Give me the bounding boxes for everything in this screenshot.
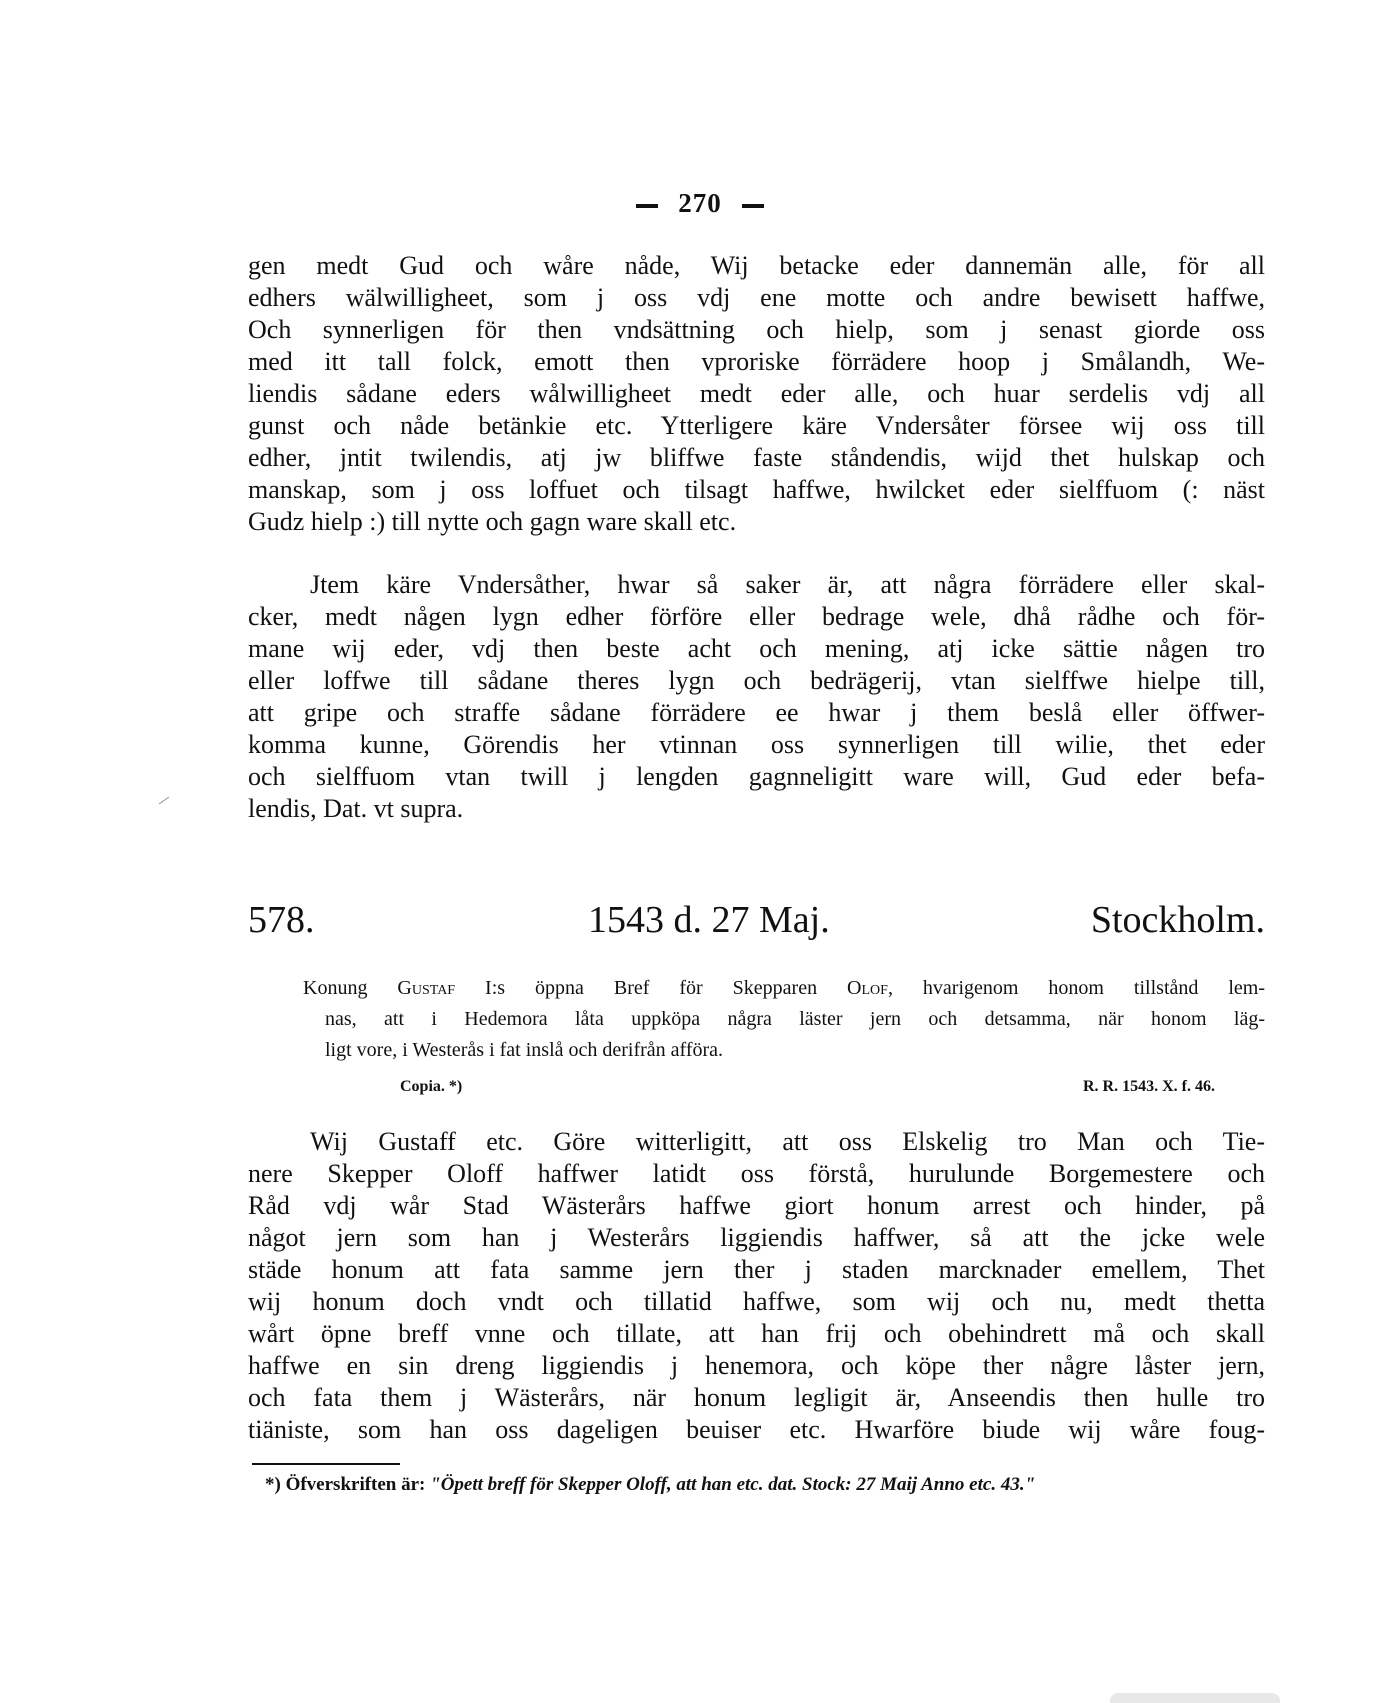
summary-text: Konung <box>303 977 398 999</box>
text-line: Wij Gustaff etc. Göre witterligitt, att oss Elskelig tro Man och Tie- <box>310 1127 1265 1156</box>
summary-line: nas, att i Hedemora låta uppköpa några läster jern och detsamma, när honom läg- <box>325 1008 1265 1030</box>
text-line: wårt öpne breff vnne och tillate, att han frij och obehindrett må och skall <box>248 1319 1265 1348</box>
text-line: med itt tall folck, emott then vproriske förrädere hoop j Smålandh, We- <box>248 347 1265 376</box>
summary-line <box>303 973 1265 1004</box>
stray-pen-mark <box>159 797 169 805</box>
text-line: Råd vdj wår Stad Wästerårs haffwe giort honum arrest och hinder, på <box>248 1191 1265 1220</box>
text-line: edher, jntit twilendis, atj jw bliffwe faste ståndendis, wijd thet hulskap och <box>248 443 1265 472</box>
text-line: Jtem käre Vndersåther, hwar så saker är, att några förrädere eller skal- <box>310 570 1265 599</box>
paragraph-3 <box>248 1126 1265 1446</box>
text-line: och fata them j Wästerårs, när honum legligit är, Anseendis then hulle tro <box>248 1383 1265 1412</box>
text-line: cker, medt någen lygn edher förföre eller bedrage wele, dhå rådhe och för- <box>248 602 1265 631</box>
text-line: Och synnerligen för then vndsättning och hielp, som j senast giorde oss <box>248 315 1265 344</box>
source-copia: Copia. *) <box>400 1078 463 1095</box>
text-line: och sielffuom vtan twill j lengden gagnneligitt ware will, Gud eder befa- <box>248 762 1265 791</box>
document-header <box>248 898 1265 944</box>
document-number: 578. <box>248 899 315 941</box>
text-line: gen medt Gud och wåre nåde, Wij betacke eder dannemän alle, för all <box>248 251 1265 280</box>
page-number-dash-left <box>636 204 658 208</box>
document-date: 1543 d. 27 Maj. <box>588 899 830 941</box>
page-edge-smudge <box>1110 1693 1280 1703</box>
page-number-dash-right <box>742 204 764 208</box>
footnote-quote: "Öpett breff för Skepper Oloff, att han etc. dat. Stock: 27 Maij Anno etc. 43." <box>430 1474 1036 1495</box>
text-line: mane wij eder, vdj then beste acht och mening, atj icke sättie någen tro <box>248 634 1265 663</box>
text-line: eller loffwe till sådane theres lygn och bedrägerij, vtan sielffwe hielpe till, <box>248 666 1265 695</box>
summary-text: I:s öppna Bref för Skepparen <box>455 977 848 999</box>
text-line: manskap, som j oss loffuet och tilsagt haffwe, hwilcket eder sielffuom (: näst <box>248 475 1265 504</box>
document-place: Stockholm. <box>1090 899 1265 941</box>
text-line: Gudz hielp :) till nytte och gagn ware skall etc. <box>248 507 737 536</box>
document-summary <box>305 973 1265 1066</box>
source-references <box>400 1078 1215 1102</box>
page-number <box>0 188 1400 219</box>
summary-text: , hvarigenom honom tillstånd lem- <box>887 977 1265 999</box>
summary-name: Gustaf <box>397 977 456 999</box>
page-number-text: 270 <box>678 188 722 218</box>
text-line: lendis, Dat. vt supra. <box>248 794 464 823</box>
text-line: liendis sådane eders wålwilligheet medt eder alle, och huar serdelis vdj all <box>248 379 1265 408</box>
text-line: att gripe och straffe sådane förrädere ee hwar j them beslå eller öffwer- <box>248 698 1265 727</box>
text-line: något jern som han j Westerårs liggiendis haffwer, så att the jcke wele <box>248 1223 1265 1252</box>
summary-name: Olof <box>847 977 888 999</box>
text-line: komma kunne, Görendis her vtinnan oss synnerligen till wilie, thet eder <box>248 730 1265 759</box>
text-line: edhers wälwilligheet, som j oss vdj ene motte och andre bewisett haffwe, <box>248 283 1265 312</box>
text-line: gunst och nåde betänkie etc. Ytterligere käre Vndersåter försee wij oss till <box>248 411 1265 440</box>
summary-line: ligt vore, i Westerås i fat inslå och derifrån afföra. <box>325 1039 724 1061</box>
text-line: wij honum doch vndt och tillatid haffwe, som wij och nu, medt thetta <box>248 1287 1265 1316</box>
text-line: tiäniste, som han oss dageligen beuiser etc. Hwarföre biude wij wåre foug- <box>248 1415 1265 1444</box>
paragraph-2 <box>248 569 1265 825</box>
footnote <box>265 1474 1265 1496</box>
text-line: städe honum att fata samme jern ther j staden marcknader emellem, Thet <box>248 1255 1265 1284</box>
paragraph-1 <box>248 250 1265 538</box>
footnote-rule <box>252 1463 400 1465</box>
footnote-label: *) Öfverskriften är: <box>265 1474 426 1495</box>
text-line: haffwe en sin dreng liggiendis j henemora, och köpe ther någre låster jern, <box>248 1351 1265 1380</box>
text-line: nere Skepper Oloff haffwer latidt oss förstå, hurulunde Borgemestere och <box>248 1159 1265 1188</box>
source-register: R. R. 1543. X. f. 46. <box>1083 1078 1215 1095</box>
